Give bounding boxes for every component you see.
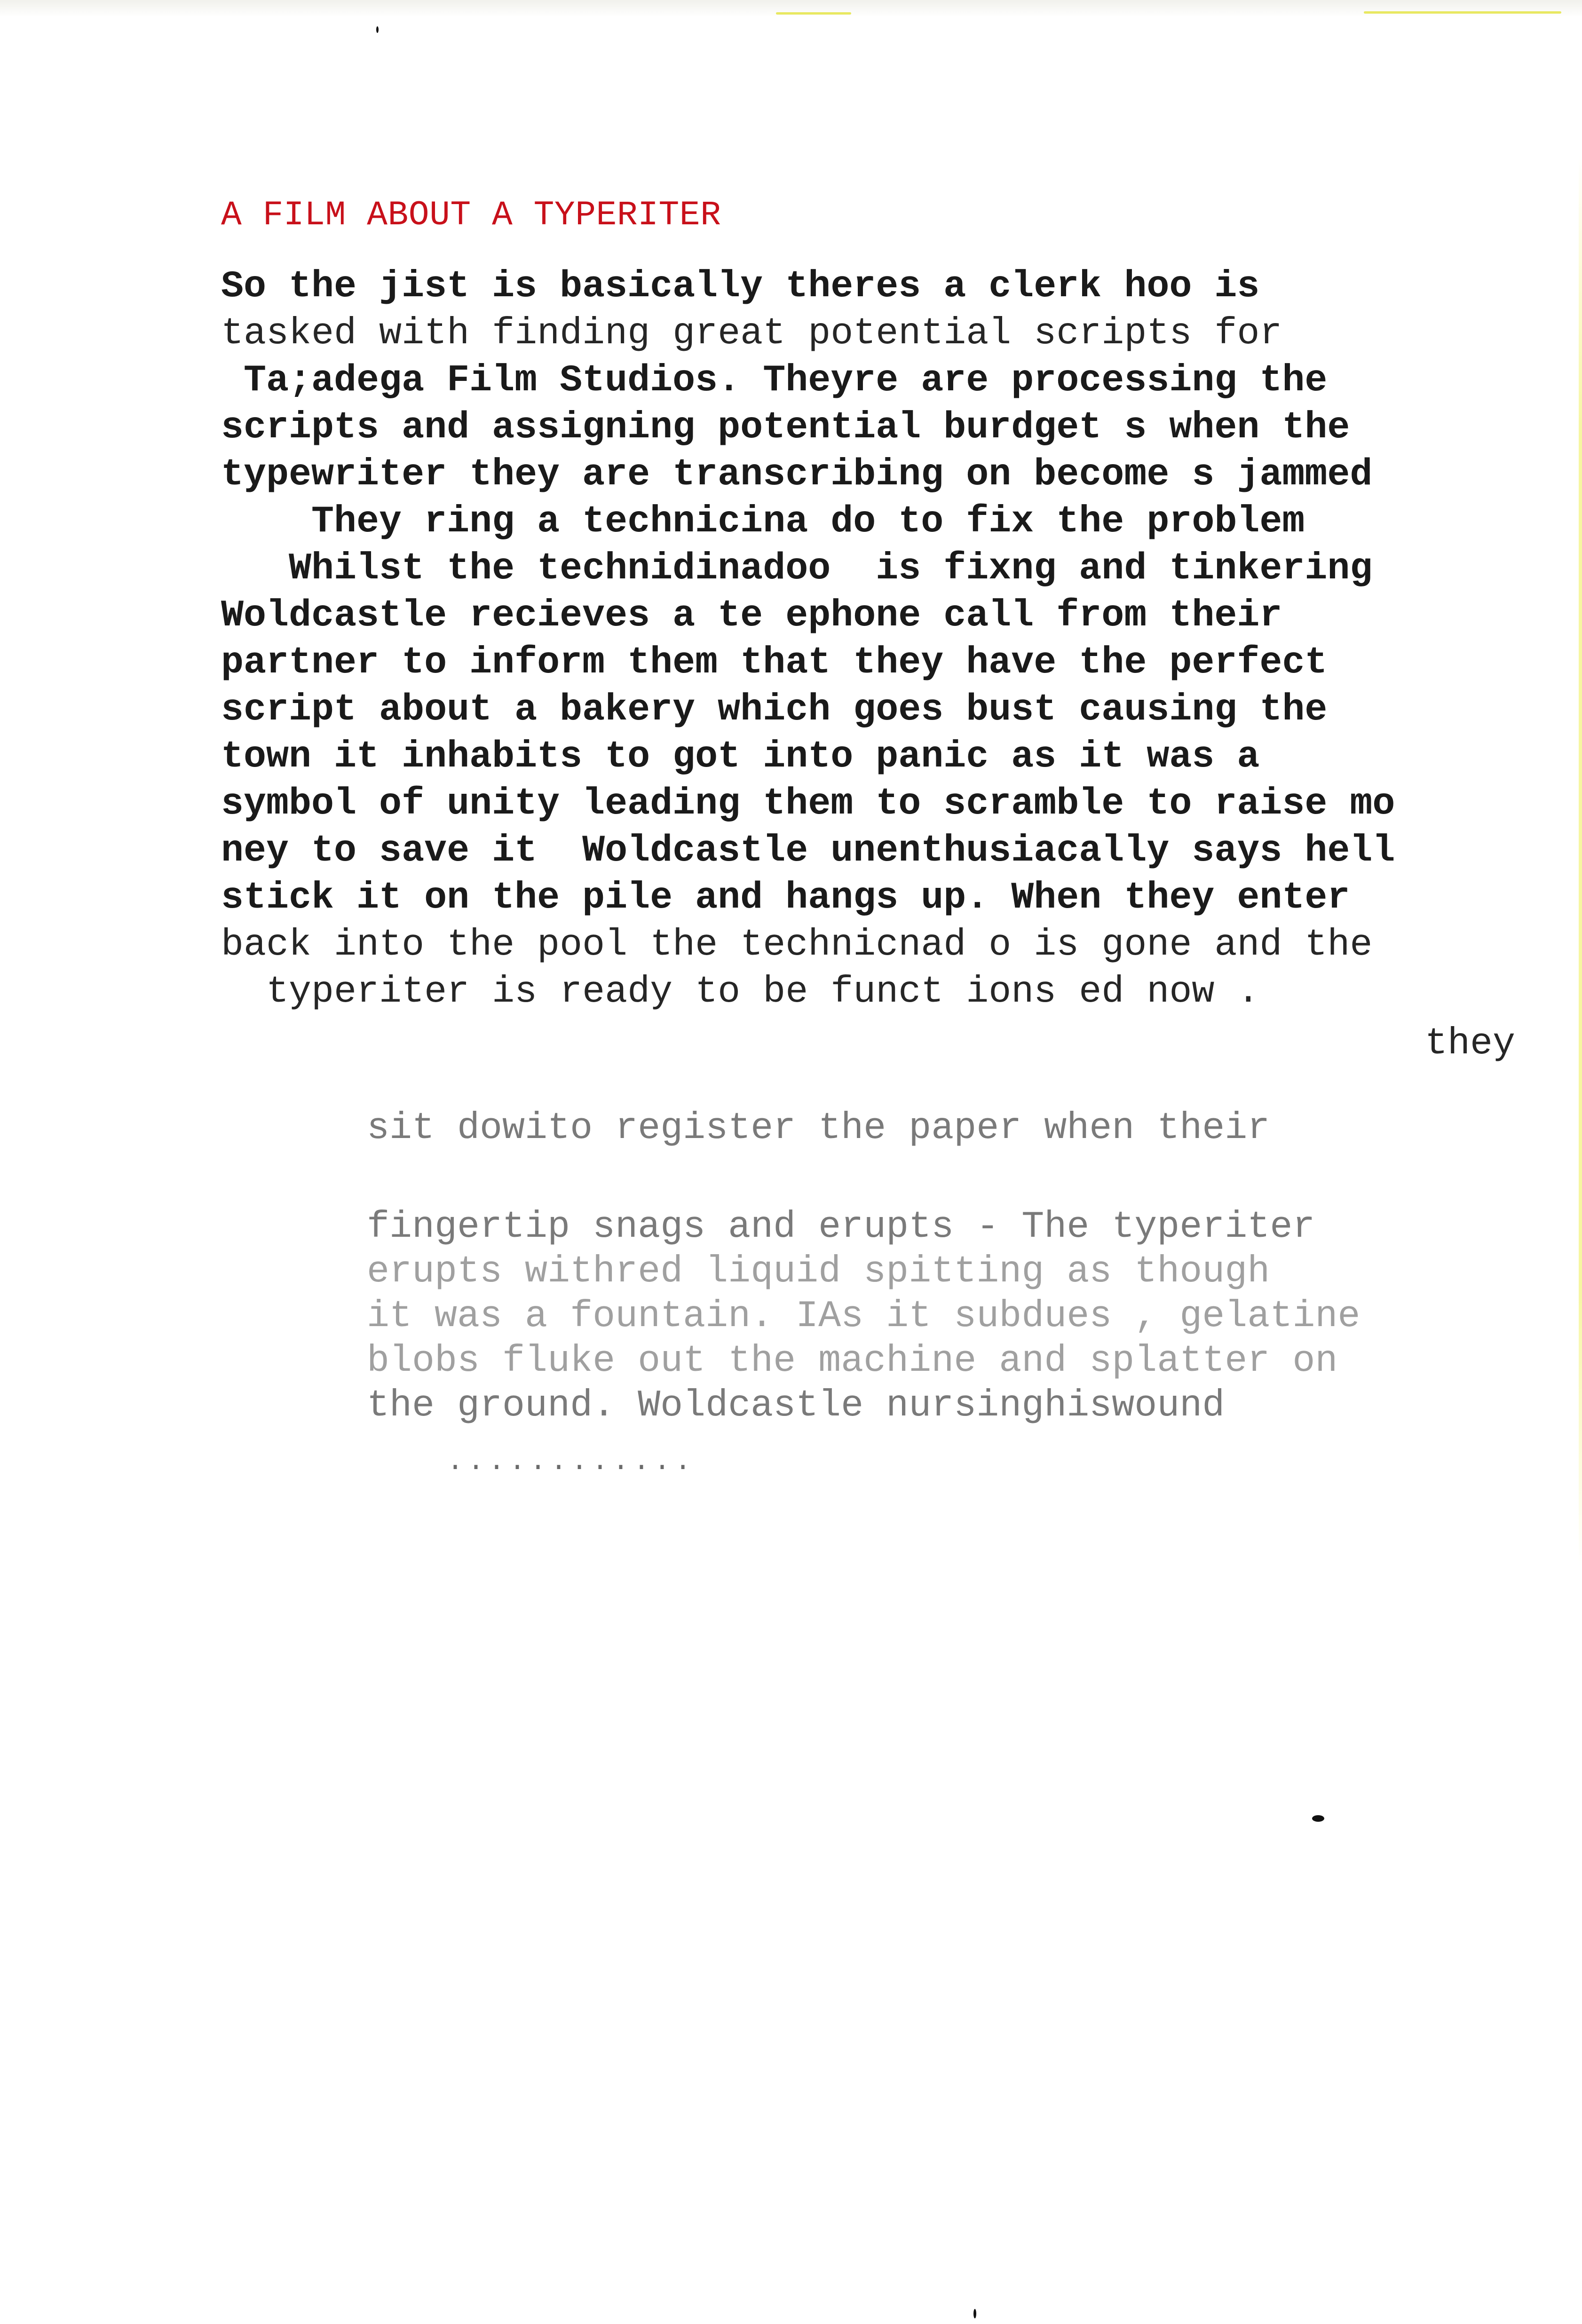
ink-speck: [1312, 1815, 1324, 1822]
ink-speck: [973, 2309, 976, 2318]
highlighter-mark: [1364, 11, 1561, 14]
lower-line: blobs fluke out the machine and splatter on: [367, 1340, 1338, 1383]
body-line: Woldcastle recieves a te ephone call from their: [221, 594, 1282, 637]
ellipsis-dots: ............: [447, 1446, 696, 1478]
document-title: A FILM ABOUT A TYPERITER: [221, 196, 721, 235]
lower-line: fingertip snags and erupts - The typeriter: [367, 1206, 1315, 1249]
highlighter-mark: [776, 12, 851, 15]
body-line: partner to inform them that they have the perfect: [221, 641, 1328, 684]
body-line: tasked with finding great potential scripts for: [221, 312, 1282, 355]
body-line: symbol of unity leading them to scramble to raise mo: [221, 783, 1395, 825]
body-line: scripts and assigning potential burdget s when the: [221, 406, 1350, 449]
trailing-word: they: [1425, 1022, 1516, 1065]
body-line: script about a bakery which goes bust causing the: [221, 688, 1328, 731]
body-line: ney to save it Woldcastle unenthusiacally says hell: [221, 830, 1395, 872]
lower-line: it was a fountain. IAs it subdues , gelatine: [367, 1295, 1361, 1338]
lower-line: the ground. Woldcastle nursinghiswound: [367, 1384, 1225, 1427]
body-line: So the jist is basically theres a clerk hoo is: [221, 265, 1260, 308]
body-line: stick it on the pile and hangs up. When they enter: [221, 877, 1350, 919]
lower-line: sit dowito register the paper when their: [367, 1107, 1270, 1150]
body-line: Whilst the technidinadoo is fixng and tinkering: [221, 547, 1373, 590]
paper-right-edge: [1579, 155, 1582, 1566]
ink-speck: [376, 26, 379, 33]
lower-line: erupts withred liquid spitting as though: [367, 1250, 1270, 1293]
body-line: typeriter is ready to be funct ions ed now .: [221, 971, 1260, 1013]
body-line: They ring a technicina do to fix the problem: [221, 500, 1305, 543]
body-line: back into the pool the technicnad o is gone and the: [221, 924, 1373, 966]
body-line: Ta;adega Film Studios. Theyre are processing the: [221, 359, 1328, 402]
body-line: typewriter they are transcribing on become s jammed: [221, 453, 1373, 496]
body-line: town it inhabits to got into panic as it was a: [221, 735, 1260, 778]
